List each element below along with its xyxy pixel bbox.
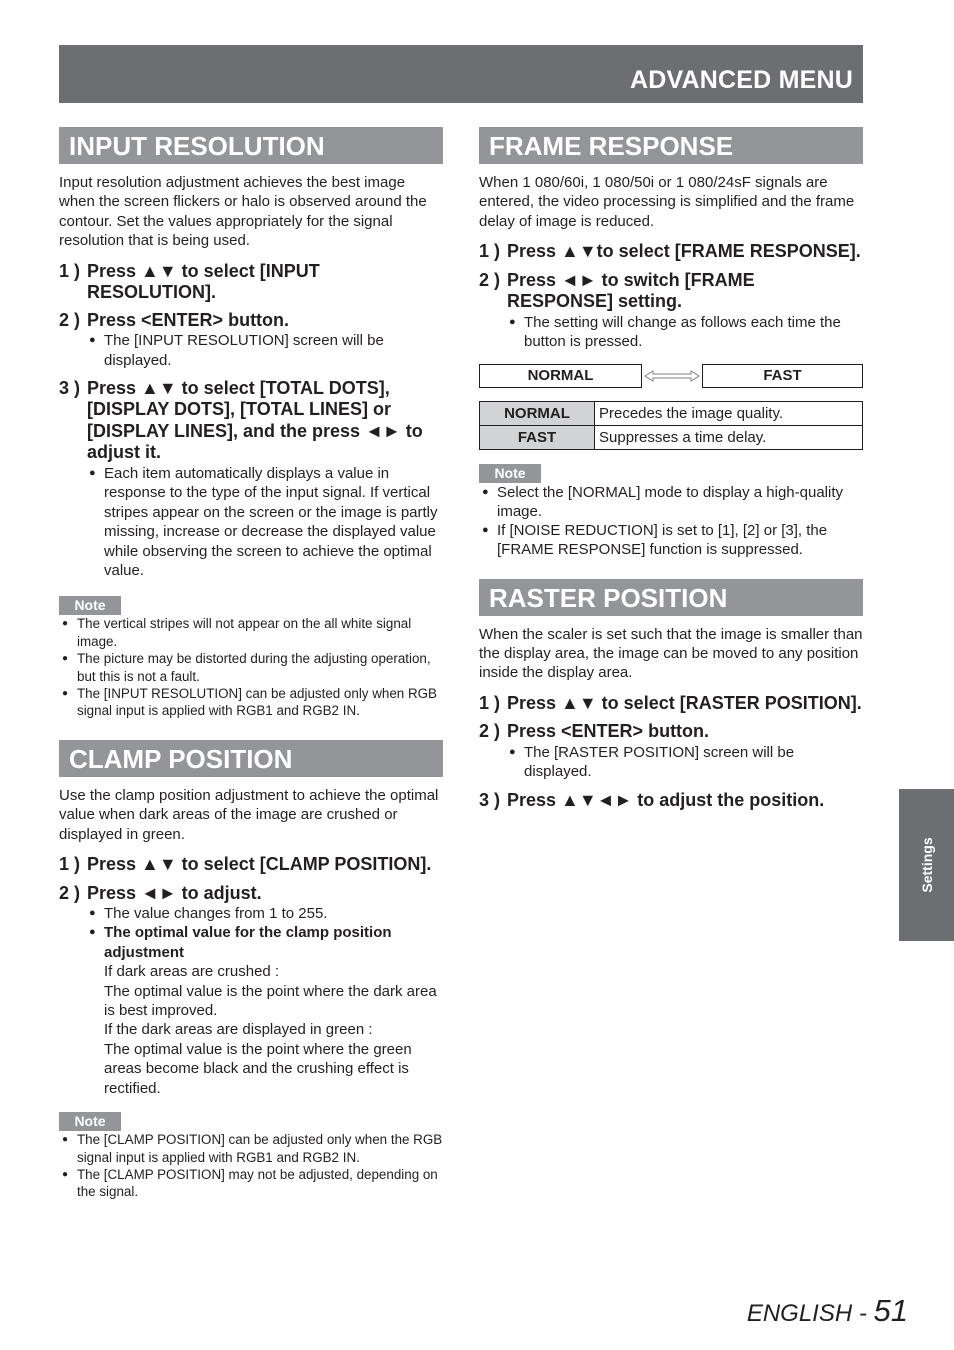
step [479,241,863,263]
mode-flow-diagram [479,364,863,388]
step-number: 1 ) [59,260,81,281]
note-item [479,521,863,559]
bullet-item [507,313,863,352]
step-number: 2 ) [479,269,501,290]
frame-response-title: FRAME RESPONSE [479,127,863,164]
mode-table [479,401,863,450]
bullet-item [87,904,443,923]
bullet-text: The [RASTER POSITION] screen will be displayed. [524,743,795,781]
note-list [479,483,863,559]
step-text: Press <ENTER> button. [507,721,710,742]
step [59,378,443,464]
step-text: Press ◄► to adjust. [87,882,262,903]
page-number: 51 [873,1293,908,1328]
note-badge: Note [59,596,121,615]
bullet-icon: ● [509,745,516,758]
bullet-item [87,464,443,580]
note-text: The [INPUT RESOLUTION] can be adjusted only when RGB signal input is applied with RGB1 and RGB2 IN. [77,686,437,719]
note-text: The [CLAMP POSITION] can be adjusted only when the RGB signal input is applied with RGB1 and RGB2 IN. [77,1132,443,1165]
input-resolution-intro: Input resolution adjustment achieves the best image when the screen flickers or halo is observed around the contour. Set the values appropriately for the signal resolution that is being used. [59,174,427,250]
step-number: 1 ) [59,854,81,875]
footer-language: ENGLISH - [746,1300,874,1327]
bullet-icon: ● [89,907,96,920]
step [59,883,443,905]
header-bar [59,45,863,103]
step-text: Press ▲▼ to select [CLAMP POSITION]. [87,854,432,875]
frame-response-intro: When 1 080/60i, 1 080/50i or 1 080/24sF signals are entered, the video processing is simplified and the frame delay of image is reduced. [479,174,855,230]
sub-line: If the dark areas are displayed in green : [104,1021,373,1039]
bullet-list [507,313,863,352]
table-row [480,401,863,425]
bullet-icon: ● [62,653,69,665]
step-number: 2 ) [59,309,81,330]
bullet-icon: ● [89,926,96,939]
sub-line: The optimal value is the point where the dark area is best improved. [104,982,437,1020]
note-item [59,685,443,720]
bullet-icon: ● [62,688,69,699]
clamp-position-intro: Use the clamp position adjustment to achieve the optimal value when dark areas of the image are crushed or displayed in green. [59,786,439,843]
bullet-list [87,904,443,1098]
bullet-icon: ● [62,1168,69,1180]
step-number: 2 ) [479,721,501,742]
bullet-item [507,743,863,782]
raster-position-intro: When the scaler is set such that the image is smaller than the display area, the image can be moved to any position inside the display area. [479,625,863,682]
input-resolution-title: INPUT RESOLUTION [59,127,443,164]
bullet-item [87,331,443,370]
note-text: The picture may be distorted during the adjusting operation, but this is not a fault. [77,651,431,684]
bullet-icon: ● [482,485,489,498]
step-text: Press ▲▼to select [FRAME RESPONSE]. [507,241,861,262]
clamp-position-title: CLAMP POSITION [59,740,443,777]
flow-box-normal: NORMAL [479,364,642,388]
step [479,790,863,812]
step-text: Press ▲▼ to select [TOTAL DOTS], [DISPLAY DOTS], [TOTAL LINES] or [DISPLAY LINES], and the press ◄► to adjust it. [87,377,423,463]
bullet-icon: ● [62,1134,69,1146]
side-tab-settings [899,789,954,941]
note-item [59,1166,443,1201]
step [479,693,863,715]
step [59,310,443,332]
step-text: Press <ENTER> button. [87,309,290,330]
bullet-list [87,331,443,370]
table-row [480,425,863,449]
bullet-item [87,923,443,962]
step-text: Press ▲▼◄► to adjust the position. [507,789,825,810]
side-tab-label: Settings [918,837,935,893]
mode-cell: FAST [480,425,595,449]
sub-line: The optimal value is the point where the green areas become black and the crushing effect is rectified. [104,1040,412,1097]
page-footer [747,1293,908,1329]
input-resolution-section [59,127,443,720]
bullet-text: Each item automatically displays a value in response to the type of the input signal. If vertical stripes appear on the screen or the image is partly missing, increase or decrease the displayed value while observing the screen to achieve the optimal value. [104,464,438,579]
step-number: 1 ) [479,241,501,262]
step-text: Press ◄► to switch [FRAME RESPONSE] setting. [507,269,755,312]
note-badge: Note [59,1112,121,1131]
desc-cell: Suppresses a time delay. [595,425,863,449]
note-badge: Note [479,464,541,483]
bullet-icon: ● [89,334,96,347]
right-column [479,127,863,811]
desc-cell: Precedes the image quality. [595,401,863,425]
raster-position-title: RASTER POSITION [479,579,863,616]
mode-cell: NORMAL [480,401,595,425]
left-column [59,127,443,1201]
step-number: 2 ) [59,882,81,903]
note-item [59,1131,443,1166]
step [59,261,443,304]
bullet-icon: ● [62,618,69,630]
bullet-icon: ● [509,315,516,328]
bullet-text: The value changes from 1 to 255. [104,905,328,923]
sub-line: If dark areas are crushed : [104,963,280,981]
step [479,270,863,313]
step [479,721,863,743]
bullet-list [87,464,443,580]
step [59,854,443,876]
bullet-list [507,743,863,782]
note-list [59,1131,443,1201]
step-text: Press ▲▼ to select [INPUT RESOLUTION]. [87,260,320,303]
flow-box-fast: FAST [702,364,863,388]
note-item [479,483,863,521]
note-item [59,615,443,650]
note-text: The vertical stripes will not appear on the all white signal image. [77,616,412,649]
step-number: 3 ) [59,377,81,398]
bullet-text: The optimal value for the clamp position adjustment [104,924,392,961]
double-arrow-icon [643,370,701,382]
step-number: 1 ) [479,692,501,713]
raster-position-section [479,579,863,812]
note-text: Select the [NORMAL] mode to display a high-quality image. [497,483,844,520]
header-title: ADVANCED MENU [630,66,853,94]
step-number: 3 ) [479,789,501,810]
note-text: The [CLAMP POSITION] may not be adjusted, depending on the signal. [77,1166,438,1200]
note-item [59,650,443,685]
note-text: If [NOISE REDUCTION] is set to [1], [2] or [3], the [FRAME RESPONSE] function is suppressed. [497,521,828,558]
bullet-icon: ● [482,523,489,536]
frame-response-section [479,127,863,559]
bullet-text: The [INPUT RESOLUTION] screen will be displayed. [104,332,384,369]
bullet-text: The setting will change as follows each time the button is pressed. [524,313,841,351]
clamp-position-section [59,740,443,1201]
note-list [59,615,443,719]
bullet-icon: ● [89,466,96,479]
step-text: Press ▲▼ to select [RASTER POSITION]. [507,692,862,713]
